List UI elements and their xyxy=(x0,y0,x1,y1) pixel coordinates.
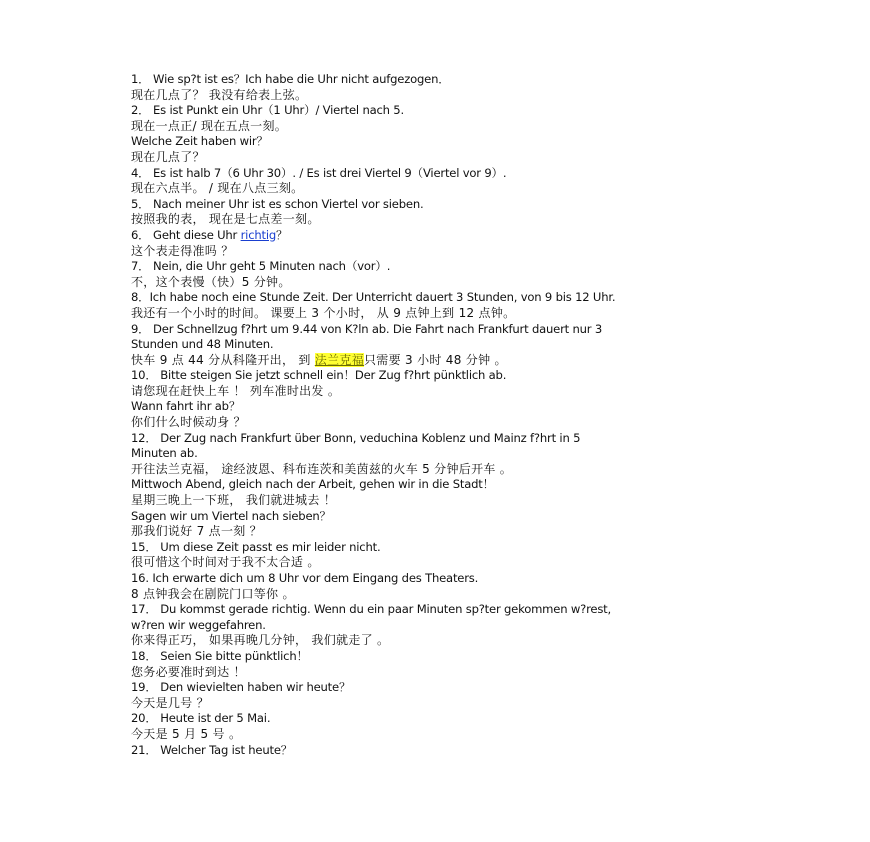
german-line: 10． Bitte steigen Sie jetzt schnell ein！Der Zug f?hrt pünktlich ab. xyxy=(131,368,507,383)
line-text: 快车 9 点 44 分从科隆开出， 到 xyxy=(131,352,315,367)
german-line: Stunden und 48 Minuten. xyxy=(131,337,274,352)
german-line: w?ren wir weggefahren. xyxy=(131,617,266,632)
german-line: Sagen wir um Viertel nach sieben？ xyxy=(131,508,331,523)
german-line: 9． Der Schnellzug f?hrt um 9.44 von K?ln ab. Die Fahrt nach Frankfurt dauert nur 3 xyxy=(131,321,603,336)
chinese-line: 您务必要准时到达 ！ xyxy=(131,664,246,679)
chinese-line: 现在几点了？ xyxy=(131,149,205,164)
chinese-line: 那我们说好 7 点一刻 ？ xyxy=(131,524,262,539)
line-text: 6． Geht diese Uhr xyxy=(131,227,241,242)
german-line: Minuten ab. xyxy=(131,446,198,461)
german-line: Welche Zeit haben wir？ xyxy=(131,134,268,149)
german-line: 16. Ich erwarte dich um 8 Uhr vor dem Eingang des Theaters. xyxy=(131,571,479,585)
german-line: 4． Es ist halb 7（6 Uhr 30）. / Es ist drei Viertel 9（Viertel vor 9）. xyxy=(131,165,507,180)
german-line: 17． Du kommst gerade richtig. Wenn du ein paar Minuten sp?ter gekommen w?rest, xyxy=(131,602,611,617)
german-line: 20． Heute ist der 5 Mai. xyxy=(131,711,271,726)
chinese-line: 今天是几号 ？ xyxy=(131,695,209,710)
german-line: 12． Der Zug nach Frankfurt über Bonn, veduchina Koblenz und Mainz f?hrt in 5 xyxy=(131,430,581,445)
german-line: 7． Nein, die Uhr geht 5 Minuten nach（vor）. xyxy=(131,259,391,274)
chinese-line: 开往法兰克福， 途经波恩、科布连茨和美茵兹的火车 5 分钟后开车 。 xyxy=(131,461,513,476)
chinese-line: 星期三晚上一下班， 我们就进城去 ！ xyxy=(131,493,337,508)
german-line: 21． Welcher Tag ist heute？ xyxy=(131,742,293,757)
chinese-line: 现在几点了？ 我没有给表上弦。 xyxy=(131,87,308,102)
german-line: 8．Ich habe noch eine Stunde Zeit. Der Unterricht dauert 3 Stunden, von 9 bis 12 Uhr. xyxy=(131,290,616,305)
german-line: 18． Seien Sie bitte pünktlich！ xyxy=(131,648,308,663)
german-line: 1． Wie sp?t ist es？Ich habe die Uhr nicht aufgezogen． xyxy=(131,72,450,86)
highlighted-link[interactable]: 法兰克福 xyxy=(314,352,364,367)
chinese-line: 按照我的表， 现在是七点差一刻。 xyxy=(131,212,320,227)
chinese-line: 你来得正巧， 如果再晚几分钟， 我们就走了 。 xyxy=(131,633,390,648)
german-line: 2． Es ist Punkt ein Uhr（1 Uhr）/ Viertel nach 5. xyxy=(131,103,404,118)
chinese-line: 现在一点正/ 现在五点一刻。 xyxy=(131,118,288,133)
chinese-line: 今天是 5 月 5 号 。 xyxy=(131,726,242,741)
chinese-line: 我还有一个小时的时间。 课要上 3 个小时， 从 9 点钟上到 12 点钟。 xyxy=(131,305,516,320)
german-line: 15． Um diese Zeit passt es mir leider nicht. xyxy=(131,539,381,554)
chinese-line: 不，这个表慢（快）5 分钟。 xyxy=(131,274,291,289)
chinese-line: 现在六点半。 / 现在八点三刻。 xyxy=(131,181,304,196)
german-line: Wann fahrt ihr ab？ xyxy=(131,399,241,414)
chinese-line: 请您现在赶快上车 ！ 列车准时出发 。 xyxy=(131,383,341,398)
richtig-link[interactable]: richtig xyxy=(240,227,277,242)
german-line: 19． Den wievielten haben wir heute？ xyxy=(131,680,351,695)
document-body xyxy=(131,72,741,758)
chinese-line: 很可惜这个时间对于我不太合适 。 xyxy=(131,555,320,570)
german-line: Mittwoch Abend, gleich nach der Arbeit, gehen wir in die Stadt！ xyxy=(131,477,494,492)
chinese-line xyxy=(131,353,741,369)
line-text: 只需要 3 小时 48 分钟 。 xyxy=(364,352,507,367)
chinese-line: 你们什么时候动身 ？ xyxy=(131,415,246,430)
german-line xyxy=(131,228,741,244)
chinese-line: 8 点钟我会在剧院门口等你 。 xyxy=(131,586,295,601)
german-line: 5． Nach meiner Uhr ist es schon Viertel vor sieben. xyxy=(131,196,424,211)
chinese-line: 这个表走得准吗 ？ xyxy=(131,243,234,258)
line-text: ？ xyxy=(276,227,288,242)
